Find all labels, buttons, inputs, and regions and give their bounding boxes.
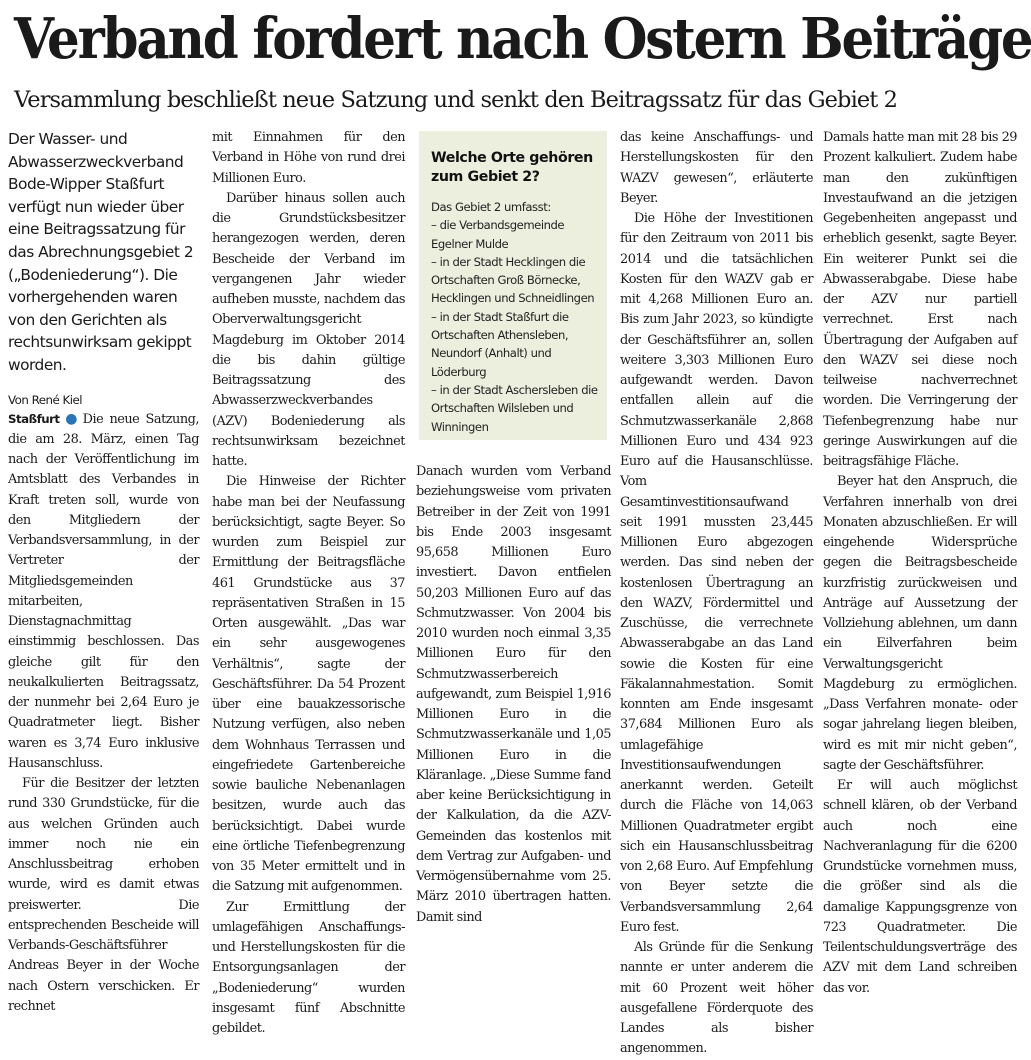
bullet-dot-icon: ● <box>62 410 80 427</box>
article-paragraph: Danach wurden vom Verband beziehungsweise vom privaten Betreiber in der Zeit von 1991 bis Ende 2003 insgesamt 95,658 Millionen Euro investiert. Davon entfielen 50,203 Millionen Euro auf das Schmutzwasser. Von 2004 bis 2010 wurden noch einmal 3,35 Millionen Euro für den Schmutzwasserbereich aufgewandt, zum Beispiel 1,916 Millionen Euro in die Schmutzwasserkanäle und 1,05 Millionen Euro in die Kläranlage. „Diese Summe fand aber keine Berücksichtigung in der Kalkulation, da die AZV-Gemeinden das kostenlos mit dem Vertrag zur Aufgaben- und Vermögensübernahme vom 25. März 2010 übertragen hatten. Damit sind <box>416 464 611 925</box>
info-box <box>419 131 607 440</box>
article-paragraph: das keine Anschaffungs- und Herstellungskosten für den WAZV gewesen“, erläuterte Beyer. <box>620 130 813 206</box>
article-paragraph: Er will auch möglichst schnell klären, ob der Verband auch noch eine Nachveranlagung für die 6200 Grundstücke vornehmen muss, die größer sind als die damalige Kappungsgrenze von 723 Quadratmeter. Die Teilentschuldungsverträge des AZV mit dem Land schreiben das vor. <box>823 778 1017 996</box>
info-box-item: – in der Stadt Hecklingen die Ortschaften Groß Börnecke, Hecklingen und Schneidlingen <box>431 254 595 306</box>
article-paragraph: Für die Besitzer der letzten rund 330 Grundstücke, für die aus welchen Gründen auch immer noch nie ein Anschlussbeitrag erhoben wurde, wird es damit etwas preiswerter. Die entsprechenden Bescheide will Verbands-Geschäftsführer Andreas Beyer in der Woche nach Ostern verschicken. Er rechnet <box>8 776 199 1014</box>
info-box-item: – die Verbandsgemeinde Egelner Mulde <box>431 218 565 251</box>
info-box-title: Welche Orte gehören zum Gebiet 2? <box>431 150 593 185</box>
dateline: Staßfurt <box>8 411 60 426</box>
paragraph-text: Die neue Satzung, die am 28. März, einen Tag nach der Veröffentlichung im Amtsblatt des Verbandes in Kraft treten soll, wurde von den Mitgliedern der Verbandsversammlung, in der Vertreter der Mitgliedsgemeinden mitarbeiten, Dienstagnachmittag einstimmig beschlossen. Das gleiche gilt für den neukalkulierten Beitragssatz, der nunmehr bei 2,64 Euro je Quadratmeter liegt. Bisher waren es 3,74 Euro inklusive Hausanschluss. <box>8 411 199 771</box>
info-box-item: – in der Stadt Staßfurt die Ortschaften Athensleben, Neundorf (Anhalt) und Löderburg <box>431 309 569 379</box>
article-column-2 <box>212 128 405 1036</box>
article-column-1 <box>8 128 199 1014</box>
headline: Verband fordert nach Ostern Beiträge <box>14 6 1031 72</box>
article-paragraph: Zur Ermittlung der umlagefähigen Anschaffungs- und Herstellungskosten für die Entsorgungsanlagen der „Bodeniederung“ wurden insgesamt fünf Abschnitte gebildet. <box>212 899 405 1036</box>
article-paragraph: Beyer hat den Anspruch, die Verfahren innerhalb von drei Monaten abzuschließen. Er will eingehende Widersprüche gegen die Beitragsbescheide kurzfristig zurückweisen und Anträge auf Aussetzung der Vollziehung ablehnen, um dann ein Eilverfahren beim Verwaltungsgericht Magdeburg zu ermöglichen. „Dass Verfahren monate- oder sogar jahrelang liegen bleiben, wird es mit mir nicht geben“, sagte der Geschäftsführer. <box>823 474 1017 773</box>
article-lead: Der Wasser- und Abwasserzweckverband Bode-Wipper Staßfurt verfügt nun wieder über eine Beitragssatzung für das Abrechnungsgebiet 2 („Bodeniederung“). Die vorhergehenden waren von den Gerichten als rechtsunwirksam gekippt worden. <box>8 130 194 374</box>
info-box-intro: Das Gebiet 2 umfasst: <box>431 200 551 214</box>
article-paragraph: Die Hinweise der Richter habe man bei der Neufassung berücksichtigt, sagte Beyer. So wurden zum Beispiel zur Ermittlung der Beitragsfläche 461 Grundstücke aus 37 repräsentativen Straßen in 15 Orten ausgewählt. „Das war ein sehr ausgewogenes Verhältnis“, sagte der Geschäftsführer. Da 54 Prozent über eine bauakzessorische Nutzung verfügen, also neben dem Wohnhaus Terrassen und eingefriedete Gartenbereiche sowie bauliche Nebenanlagen besitzen, wurde auch das berücksichtigt. Dabei wurde eine örtliche Tiefenbegrenzung von 35 Meter ermittelt und in die Satzung mit aufgenommen. <box>212 474 405 895</box>
article-column-3 <box>416 462 611 925</box>
article-column-5 <box>823 128 1017 996</box>
subheadline: Versammlung beschließt neue Satzung und senkt den Beitragssatz für das Gebiet 2 <box>14 87 898 113</box>
article-column-4 <box>620 128 813 1057</box>
byline: Von René Kiel <box>8 392 83 407</box>
article-paragraph: Damals hatte man mit 28 bis 29 Prozent kalkuliert. Zudem habe man den zukünftigen Investaufwand an die jetzigen Gegebenheiten angepasst und erheblich gesenkt, sagte Beyer. Ein weiterer Punkt sei die Abwasserabgabe. Diese habe der AZV nur partiell verrechnet. Erst nach Übertragung der Aufgaben auf den WAZV sei diese noch teilweise nachverrechnet worden. Die Verringerung der Tiefenbegrenzung habe nur geringe Auswirkungen auf die beitragsfähige Fläche. <box>823 130 1017 469</box>
article-paragraph: mit Einnahmen für den Verband in Höhe von rund drei Millionen Euro. <box>212 130 405 186</box>
info-box-item: – in der Stadt Aschersleben die Ortschaften Wilsleben und Winningen <box>431 382 598 434</box>
article-paragraph: Als Gründe für die Senkung nannte er unter anderem die mit 60 Prozent weit höher ausgefallene Förderquote des Landes als bisher angenommen. <box>620 940 813 1057</box>
article-paragraph: Die Höhe der Investitionen für den Zeitraum von 2011 bis 2014 und die tatsächlichen Kosten für den WAZV gab er mit 4,268 Millionen Euro an. Bis zum Jahr 2023, so kündigte der Geschäftsführer an, sollen weitere 3,303 Millionen Euro aufgewandt werden. Davon entfallen allein auf die Schmutzwasserkanäle 2,868 Millionen Euro und 434 923 Euro auf die Hausanschlüsse. Vom Gesamtinvestitionsaufwand seit 1991 mussten 23,445 Millionen Euro abgezogen werden. Das sind neben der kostenlosen Übertragung an den WAZV, Fördermittel und Zuschüsse, die verrechnete Abwasserabgabe an das Land sowie die Kosten für eine Fäkalannahmestation. Somit konnten am Ende insgesamt 37,684 Millionen Euro als umlagefähige Investitionsaufwendungen anerkannt werden. Geteilt durch die Fläche von 14,063 Millionen Quadratmeter ergibt sich ein Hausanschlussbeitrag von 2,68 Euro. Auf Empfehlung von Beyer setzte die Verbandsversammlung 2,64 Euro fest. <box>620 211 813 935</box>
article-paragraph <box>8 409 199 775</box>
article-paragraph: Darüber hinaus sollen auch die Grundstücksbesitzer herangezogen werden, deren Bescheide der Verband im vergangenen Jahr wieder aufheben musste, nachdem das Oberverwaltungsgericht Magdeburg im Oktober 2014 die bis dahin gültige Beitragssatzung des Abwasserzweckverbandes (AZV) Bodeniederung als rechtsunwirksam bezeichnet hatte. <box>212 190 405 469</box>
